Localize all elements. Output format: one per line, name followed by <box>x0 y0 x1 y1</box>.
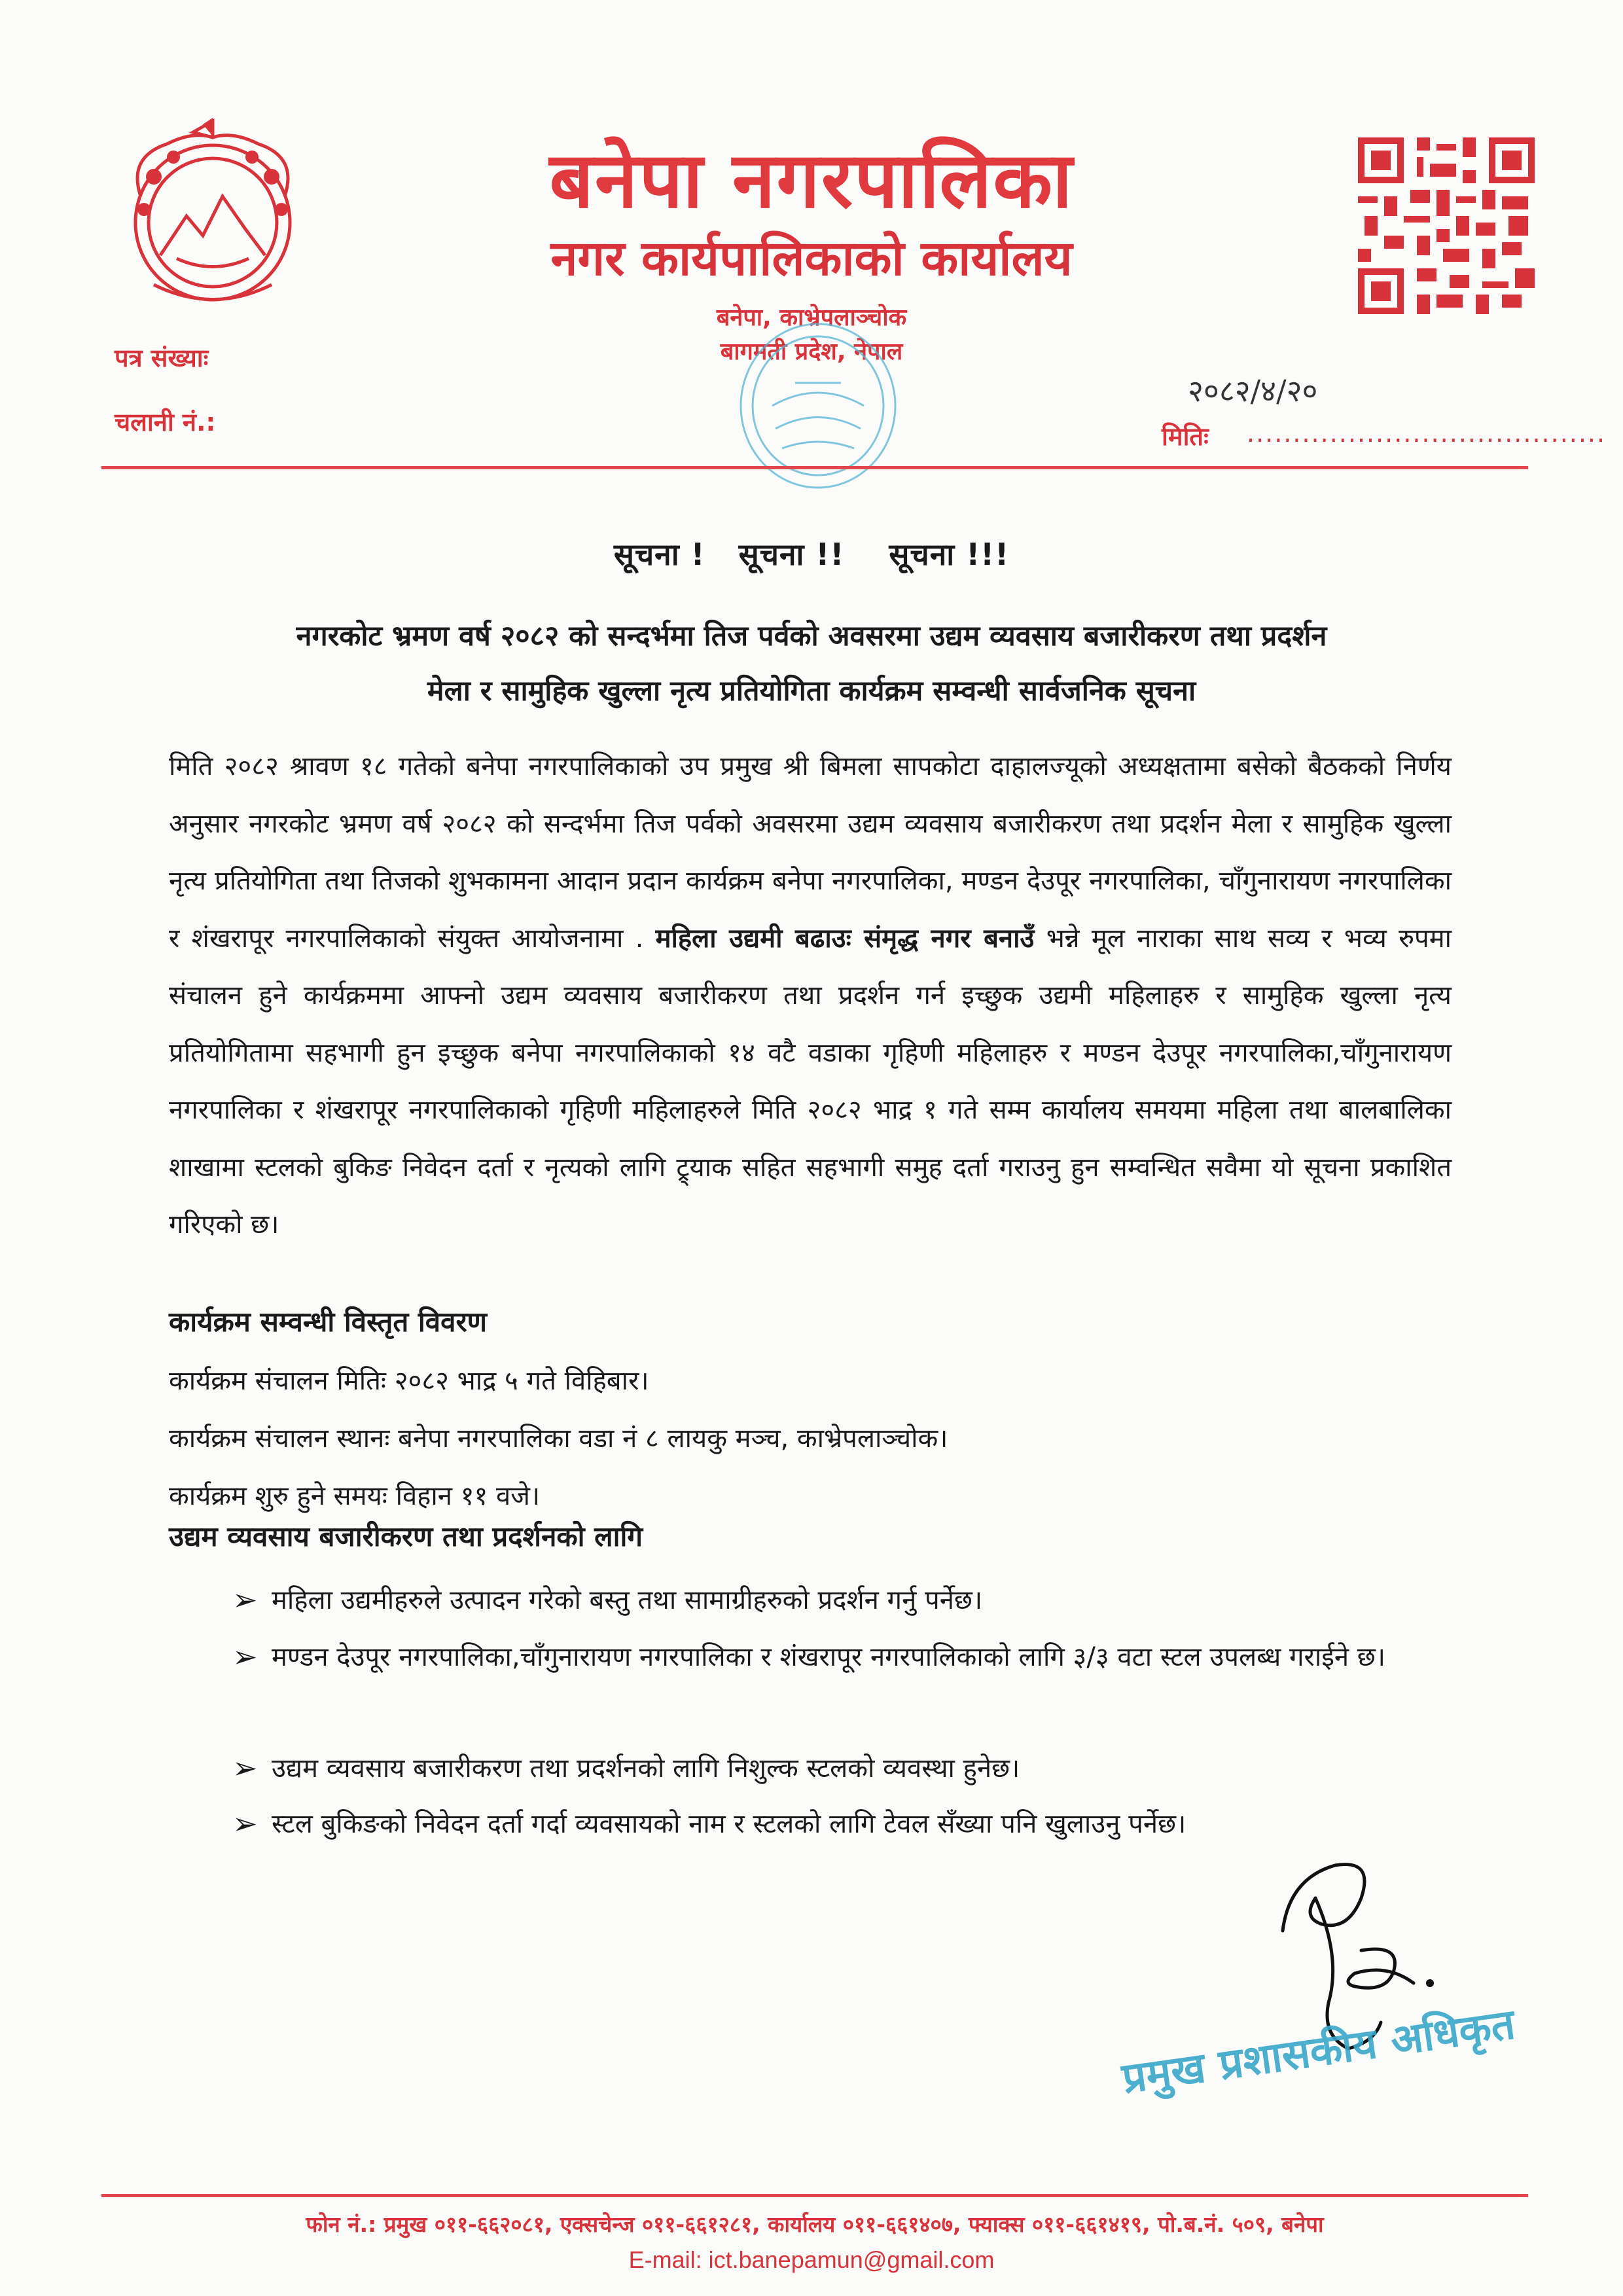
event-time-line: कार्यक्रम शुरु हुने समयः विहान ११ वजे। <box>169 1481 541 1511</box>
org-name: बनेपा नगरपालिका <box>549 135 1074 225</box>
details-heading: कार्यक्रम सम्वन्धी विस्तृत विवरण <box>169 1306 488 1338</box>
paragraph-slogan: महिला उद्यमी बढाउः संमृद्ध नगर बनाउँ <box>655 923 1035 954</box>
bullet-item: उद्यम व्यवसाय बजारीकरण तथा प्रदर्शनको लागि निशुल्क स्टलको व्यवस्था हुनेछ। <box>272 1753 1020 1784</box>
footer-divider <box>101 2194 1528 2197</box>
officer-title-stamp: प्रमुख प्रशासकीय अधिकृत <box>1119 2000 1518 2104</box>
paragraph-text-2: भन्ने मूल नाराका साथ सव्य र भव्य रुपमा संचालन हुने कार्यक्रममा आफ्नो उद्यम व्यवसाय बजारीकरण तथा प्रदर्शन गर्न इच्छुक उद्यमी महिलाहरु र सामुहिक खुल्ला नृत्य प्रतियोगितामा सहभागी हुन इच्छुक बनेपा नगरपालिकाको १४ वटै वडाका गृहिणी महिलाहरु र मण्डन देउपूर नगरपालिका,चाँगुनारायण नगरपालिका र शंखरापूर नगरपालिकाको गृहिणी महिलाहरुले मिति २०८२ भाद्र १ गते सम्म कार्यालय समयमा महिला तथा बालबालिका शाखामा स्टलको बुकिङ निवेदन दर्ता र नृत्यको लागि ट्र्याक सहित सहभागी समुह दर्ता गराउनु हुन सम्वन्धित सवैमा यो सूचना प्रकाशित गरिएको छ। <box>169 923 1452 1240</box>
subject-line-2: मेला र सामुहिक खुल्ला नृत्य प्रतियोगिता कार्यक्रम सम्वन्धी सार्वजनिक सूचना <box>427 675 1196 708</box>
notice-headline: सूचना ! सूचना !! सूचना !!! <box>613 537 1010 572</box>
address-line-2: बागमती प्रदेश, नेपाल <box>720 338 903 365</box>
bullet-item: स्टल बुकिङको निवेदन दर्ता गर्दा व्यवसायको नाम र स्टलको लागि टेवल सँख्या पनि खुलाउनु पर्नेछ। <box>272 1809 1186 1839</box>
paragraph-text-1: मिति २०८२ श्रावण १८ गतेको बनेपा नगरपालिकाको उप प्रमुख श्री बिमला सापकोटा दाहालज्यूको अध्यक्षतामा बसेको बैठकको निर्णय अनुसार नगरकोट भ्रमण वर्ष २०८२ को सन्दर्भमा तिज पर्वको अवसरमा उद्यम व्यवसाय बजारीकरण तथा प्रदर्शन मेला र सामुहिक खुल्ला नृत्य प्रतियोगिता तथा तिजको शुभकामना आदान प्रदान कार्यक्रम बनेपा नगरपालिका, मण्डन देउपूर नगरपालिका, चाँगुनारायण नगरपालिका र शंखरापूर नगरपालिकाको संयुक्त आयोजनामा . <box>169 751 1452 954</box>
notice-paragraph <box>169 738 1452 1254</box>
nepal-emblem-icon <box>115 118 311 314</box>
qr-code-icon <box>1358 137 1535 314</box>
arrow-bullet-icon: ➢ <box>232 1582 258 1617</box>
arrow-bullet-icon: ➢ <box>232 1806 258 1841</box>
date-value: २०८२/४/२० <box>1188 373 1318 408</box>
address-line-1: बनेपा, काभ्रेपलाञ्चोक <box>716 304 907 331</box>
notice-subject <box>170 609 1453 719</box>
arrow-bullet-icon: ➢ <box>232 1750 258 1785</box>
header-divider <box>101 466 1528 469</box>
letter-number-label: पत्र संख्याः <box>115 344 209 372</box>
arrow-bullet-icon: ➢ <box>232 1639 258 1674</box>
dispatch-number-label: चलानी नं.: <box>115 408 216 437</box>
event-venue-line: कार्यक्रम संचालन स्थानः बनेपा नगरपालिका वडा नं ८ लायकु मञ्च, काभ्रेपलाञ्चोक। <box>169 1424 948 1454</box>
office-seal-icon <box>710 308 926 504</box>
event-date-line: कार्यक्रम संचालन मितिः २०८२ भाद्र ५ गते विहिबार। <box>169 1366 649 1396</box>
stall-heading: उद्यम व्यवसाय बजारीकरण तथा प्रदर्शनको लागि <box>169 1520 643 1552</box>
bullet-item: महिला उद्यमीहरुले उत्पादन गरेको बस्तु तथा सामाग्रीहरुको प्रदर्शन गर्नु पर्नेछ। <box>272 1585 983 1615</box>
date-label: मितिः <box>1162 422 1209 451</box>
subject-line-1: नगरकोट भ्रमण वर्ष २०८२ को सन्दर्भमा तिज पर्वको अवसरमा उद्यम व्यवसाय बजारीकरण तथा प्रदर्शन <box>296 620 1327 653</box>
date-dotted-line: ....................................... <box>1247 419 1607 448</box>
footer-contact: फोन नं.: प्रमुख ०११-६६२०८१, एक्सचेन्ज ०११-६६१२८१, कार्यालय ०११-६६१४०७, फ्याक्स ०११-६६१४१९, पो.ब.नं. ५०९, बनेपा <box>306 2212 1324 2237</box>
office-name: नगर कार्यपालिकाको कार्यालय <box>550 230 1073 287</box>
bullet-item: मण्डन देउपूर नगरपालिका,चाँगुनारायण नगरपालिका र शंखरापूर नगरपालिकाको लागि ३/३ वटा स्टल उपलब्ध गराईने छ। <box>272 1642 1386 1672</box>
footer-email[interactable]: E-mail: ict.banepamun@gmail.com <box>628 2246 995 2273</box>
